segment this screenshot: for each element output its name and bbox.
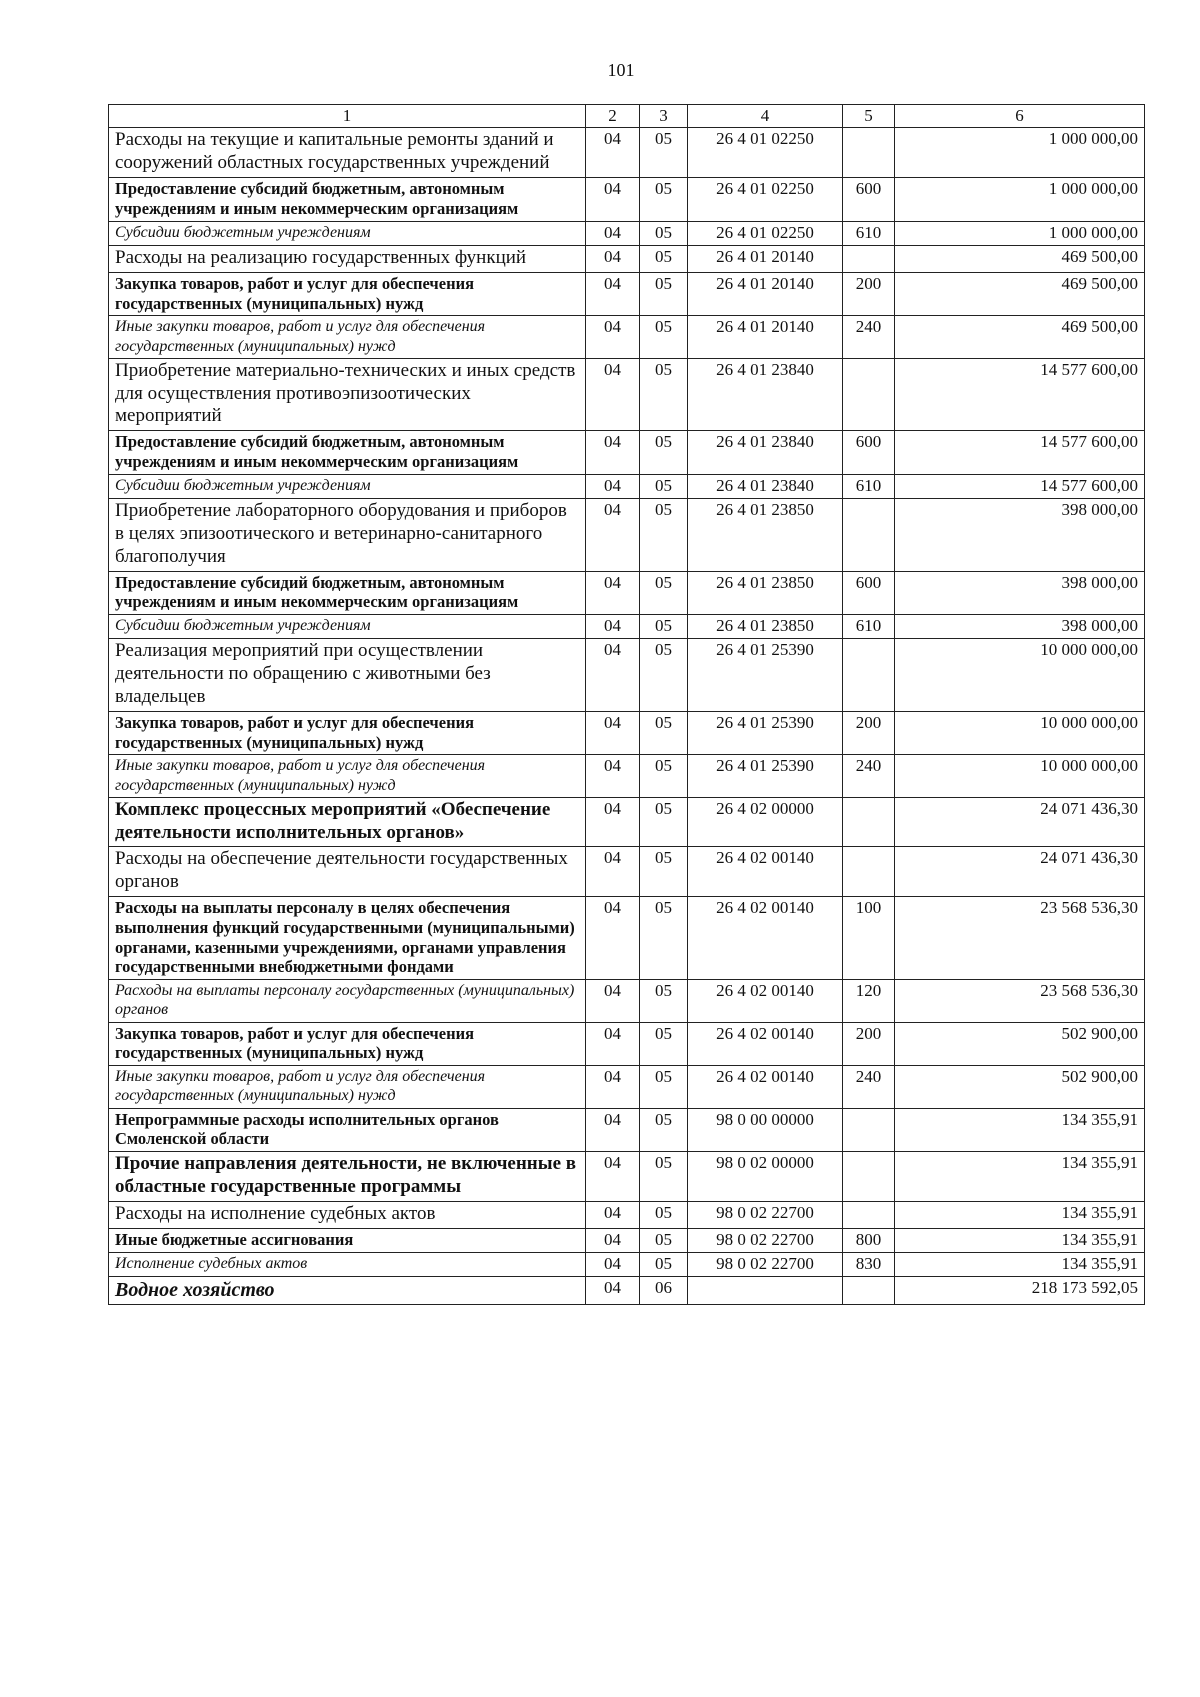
amount-cell: 469 500,00 — [895, 245, 1145, 272]
amount-cell: 134 355,91 — [895, 1152, 1145, 1202]
amount-cell: 218 173 592,05 — [895, 1277, 1145, 1305]
expense-type-cell: 800 — [843, 1228, 895, 1252]
table-row — [109, 797, 1145, 847]
section-code-cell: 04 — [586, 1252, 640, 1276]
target-article-cell: 26 4 01 23850 — [688, 499, 843, 571]
expense-type-cell — [843, 1108, 895, 1152]
target-article-cell: 98 0 02 22700 — [688, 1228, 843, 1252]
section-code-cell: 04 — [586, 1108, 640, 1152]
row-name-cell: Приобретение материально-технических и иных средств для осуществления противоэпизоотических мероприятий — [109, 358, 586, 430]
amount-cell: 134 355,91 — [895, 1201, 1145, 1228]
table-row — [109, 1277, 1145, 1305]
expense-type-cell: 600 — [843, 177, 895, 221]
table-row — [109, 272, 1145, 316]
row-name-cell: Иные закупки товаров, работ и услуг для обеспечения государственных (муниципальных) нужд — [109, 1066, 586, 1108]
row-name-cell: Иные закупки товаров, работ и услуг для обеспечения государственных (муниципальных) нужд — [109, 755, 586, 797]
subsection-code-cell: 05 — [640, 639, 688, 711]
table-row — [109, 639, 1145, 711]
section-code-cell: 04 — [586, 797, 640, 847]
target-article-cell: 26 4 01 20140 — [688, 316, 843, 358]
table-row — [109, 980, 1145, 1022]
row-name-cell: Предоставление субсидий бюджетным, автономным учреждениям и иным некоммерческим организациям — [109, 571, 586, 615]
subsection-code-cell: 05 — [640, 755, 688, 797]
amount-cell: 23 568 536,30 — [895, 897, 1145, 980]
row-name-cell: Субсидии бюджетным учреждениям — [109, 474, 586, 498]
amount-cell: 134 355,91 — [895, 1228, 1145, 1252]
column-header: 2 — [586, 105, 640, 128]
subsection-code-cell: 05 — [640, 1066, 688, 1108]
amount-cell: 398 000,00 — [895, 499, 1145, 571]
target-article-cell: 26 4 01 20140 — [688, 272, 843, 316]
section-code-cell: 04 — [586, 177, 640, 221]
expense-type-cell — [843, 1152, 895, 1202]
row-name-cell: Исполнение судебных актов — [109, 1252, 586, 1276]
amount-cell: 398 000,00 — [895, 571, 1145, 615]
section-code-cell: 04 — [586, 128, 640, 178]
subsection-code-cell: 05 — [640, 221, 688, 245]
section-code-cell: 04 — [586, 1201, 640, 1228]
subsection-code-cell: 05 — [640, 316, 688, 358]
section-code-cell: 04 — [586, 272, 640, 316]
target-article-cell: 26 4 01 23840 — [688, 358, 843, 430]
table-row — [109, 128, 1145, 178]
subsection-code-cell: 05 — [640, 1152, 688, 1202]
section-code-cell: 04 — [586, 1022, 640, 1066]
amount-cell: 23 568 536,30 — [895, 980, 1145, 1022]
amount-cell: 10 000 000,00 — [895, 755, 1145, 797]
expense-type-cell: 610 — [843, 474, 895, 498]
amount-cell: 469 500,00 — [895, 272, 1145, 316]
target-article-cell — [688, 1277, 843, 1305]
target-article-cell: 26 4 02 00140 — [688, 980, 843, 1022]
subsection-code-cell: 06 — [640, 1277, 688, 1305]
row-name-cell: Закупка товаров, работ и услуг для обеспечения государственных (муниципальных) нужд — [109, 1022, 586, 1066]
section-code-cell: 04 — [586, 1277, 640, 1305]
table-row — [109, 1152, 1145, 1202]
table-row — [109, 1201, 1145, 1228]
section-code-cell: 04 — [586, 711, 640, 755]
amount-cell: 24 071 436,30 — [895, 847, 1145, 897]
target-article-cell: 26 4 01 02250 — [688, 128, 843, 178]
expense-type-cell: 200 — [843, 272, 895, 316]
expense-type-cell: 240 — [843, 316, 895, 358]
section-code-cell: 04 — [586, 431, 640, 475]
table-row — [109, 358, 1145, 430]
row-name-cell: Расходы на текущие и капитальные ремонты зданий и сооружений областных государственных учреждений — [109, 128, 586, 178]
page-number: 101 — [607, 60, 635, 80]
row-name-cell: Расходы на выплаты персоналу в целях обеспечения выполнения функций государственными (муниципальными) органами, казенными учреждениями, органами управления государственными внебюджетными фондами — [109, 897, 586, 980]
target-article-cell: 26 4 02 00000 — [688, 797, 843, 847]
target-article-cell: 26 4 01 25390 — [688, 639, 843, 711]
table-body — [109, 128, 1145, 1305]
expense-type-cell — [843, 797, 895, 847]
table-row — [109, 316, 1145, 358]
target-article-cell: 26 4 01 23840 — [688, 474, 843, 498]
target-article-cell: 26 4 01 02250 — [688, 177, 843, 221]
section-code-cell: 04 — [586, 755, 640, 797]
subsection-code-cell: 05 — [640, 177, 688, 221]
subsection-code-cell: 05 — [640, 358, 688, 430]
subsection-code-cell: 05 — [640, 1201, 688, 1228]
expense-type-cell: 240 — [843, 1066, 895, 1108]
table-row — [109, 847, 1145, 897]
row-name-cell: Прочие направления деятельности, не включенные в областные государственные программы — [109, 1152, 586, 1202]
subsection-code-cell: 05 — [640, 474, 688, 498]
table-row — [109, 1228, 1145, 1252]
table-row — [109, 1022, 1145, 1066]
row-name-cell: Приобретение лабораторного оборудования и приборов в целях эпизоотического и ветеринарно-санитарного благополучия — [109, 499, 586, 571]
row-name-cell: Расходы на исполнение судебных актов — [109, 1201, 586, 1228]
column-header: 3 — [640, 105, 688, 128]
table-row — [109, 1252, 1145, 1276]
target-article-cell: 26 4 02 00140 — [688, 897, 843, 980]
subsection-code-cell: 05 — [640, 571, 688, 615]
subsection-code-cell: 05 — [640, 272, 688, 316]
row-name-cell: Иные бюджетные ассигнования — [109, 1228, 586, 1252]
amount-cell: 1 000 000,00 — [895, 128, 1145, 178]
expense-type-cell — [843, 639, 895, 711]
amount-cell: 24 071 436,30 — [895, 797, 1145, 847]
amount-cell: 10 000 000,00 — [895, 639, 1145, 711]
column-header: 6 — [895, 105, 1145, 128]
section-code-cell: 04 — [586, 499, 640, 571]
target-article-cell: 26 4 01 23840 — [688, 431, 843, 475]
section-code-cell: 04 — [586, 639, 640, 711]
target-article-cell: 98 0 00 00000 — [688, 1108, 843, 1152]
amount-cell: 10 000 000,00 — [895, 711, 1145, 755]
section-code-cell: 04 — [586, 316, 640, 358]
expense-type-cell — [843, 128, 895, 178]
table-row — [109, 1108, 1145, 1152]
table-row — [109, 1066, 1145, 1108]
expense-type-cell — [843, 1201, 895, 1228]
section-code-cell: 04 — [586, 221, 640, 245]
table-row — [109, 897, 1145, 980]
column-header: 1 — [109, 105, 586, 128]
expense-type-cell: 600 — [843, 571, 895, 615]
target-article-cell: 98 0 02 22700 — [688, 1252, 843, 1276]
table-row — [109, 221, 1145, 245]
subsection-code-cell: 05 — [640, 615, 688, 639]
budget-table — [108, 104, 1145, 1305]
table-row — [109, 431, 1145, 475]
table-row — [109, 177, 1145, 221]
subsection-code-cell: 05 — [640, 980, 688, 1022]
subsection-code-cell: 05 — [640, 797, 688, 847]
subsection-code-cell: 05 — [640, 128, 688, 178]
table-row — [109, 711, 1145, 755]
amount-cell: 502 900,00 — [895, 1066, 1145, 1108]
target-article-cell: 26 4 01 02250 — [688, 221, 843, 245]
expense-type-cell — [843, 358, 895, 430]
amount-cell: 469 500,00 — [895, 316, 1145, 358]
row-name-cell: Водное хозяйство — [109, 1277, 586, 1305]
expense-type-cell: 610 — [843, 221, 895, 245]
subsection-code-cell: 05 — [640, 1252, 688, 1276]
subsection-code-cell: 05 — [640, 897, 688, 980]
subsection-code-cell: 05 — [640, 1022, 688, 1066]
target-article-cell: 98 0 02 00000 — [688, 1152, 843, 1202]
section-code-cell: 04 — [586, 571, 640, 615]
subsection-code-cell: 05 — [640, 245, 688, 272]
section-code-cell: 04 — [586, 615, 640, 639]
table-row — [109, 615, 1145, 639]
amount-cell: 14 577 600,00 — [895, 474, 1145, 498]
expense-type-cell: 610 — [843, 615, 895, 639]
row-name-cell: Расходы на реализацию государственных функций — [109, 245, 586, 272]
amount-cell: 1 000 000,00 — [895, 221, 1145, 245]
target-article-cell: 26 4 01 25390 — [688, 711, 843, 755]
subsection-code-cell: 05 — [640, 847, 688, 897]
target-article-cell: 26 4 02 00140 — [688, 1066, 843, 1108]
amount-cell: 1 000 000,00 — [895, 177, 1145, 221]
expense-type-cell: 100 — [843, 897, 895, 980]
amount-cell: 14 577 600,00 — [895, 358, 1145, 430]
section-code-cell: 04 — [586, 1228, 640, 1252]
expense-type-cell — [843, 245, 895, 272]
target-article-cell: 26 4 02 00140 — [688, 1022, 843, 1066]
row-name-cell: Непрограммные расходы исполнительных органов Смоленской области — [109, 1108, 586, 1152]
target-article-cell: 26 4 02 00140 — [688, 847, 843, 897]
row-name-cell: Иные закупки товаров, работ и услуг для обеспечения государственных (муниципальных) нужд — [109, 316, 586, 358]
section-code-cell: 04 — [586, 245, 640, 272]
target-article-cell: 98 0 02 22700 — [688, 1201, 843, 1228]
expense-type-cell — [843, 499, 895, 571]
row-name-cell: Закупка товаров, работ и услуг для обеспечения государственных (муниципальных) нужд — [109, 711, 586, 755]
section-code-cell: 04 — [586, 897, 640, 980]
row-name-cell: Предоставление субсидий бюджетным, автономным учреждениям и иным некоммерческим организациям — [109, 431, 586, 475]
section-code-cell: 04 — [586, 474, 640, 498]
section-code-cell: 04 — [586, 1066, 640, 1108]
header-row — [109, 105, 1145, 128]
row-name-cell: Расходы на выплаты персоналу государственных (муниципальных) органов — [109, 980, 586, 1022]
table-row — [109, 245, 1145, 272]
table-row — [109, 499, 1145, 571]
expense-type-cell: 830 — [843, 1252, 895, 1276]
amount-cell: 134 355,91 — [895, 1252, 1145, 1276]
amount-cell: 14 577 600,00 — [895, 431, 1145, 475]
subsection-code-cell: 05 — [640, 711, 688, 755]
row-name-cell: Расходы на обеспечение деятельности государственных органов — [109, 847, 586, 897]
section-code-cell: 04 — [586, 847, 640, 897]
expense-type-cell: 200 — [843, 711, 895, 755]
expense-type-cell: 120 — [843, 980, 895, 1022]
expense-type-cell — [843, 847, 895, 897]
expense-type-cell: 240 — [843, 755, 895, 797]
expense-type-cell: 600 — [843, 431, 895, 475]
subsection-code-cell: 05 — [640, 431, 688, 475]
row-name-cell: Предоставление субсидий бюджетным, автономным учреждениям и иным некоммерческим организациям — [109, 177, 586, 221]
row-name-cell: Реализация мероприятий при осуществлении деятельности по обращению с животными без владельцев — [109, 639, 586, 711]
subsection-code-cell: 05 — [640, 499, 688, 571]
target-article-cell: 26 4 01 25390 — [688, 755, 843, 797]
expense-type-cell: 200 — [843, 1022, 895, 1066]
expense-type-cell — [843, 1277, 895, 1305]
row-name-cell: Комплекс процессных мероприятий «Обеспечение деятельности исполнительных органов» — [109, 797, 586, 847]
column-header: 5 — [843, 105, 895, 128]
target-article-cell: 26 4 01 23850 — [688, 615, 843, 639]
amount-cell: 502 900,00 — [895, 1022, 1145, 1066]
target-article-cell: 26 4 01 23850 — [688, 571, 843, 615]
amount-cell: 134 355,91 — [895, 1108, 1145, 1152]
subsection-code-cell: 05 — [640, 1228, 688, 1252]
table-row — [109, 755, 1145, 797]
row-name-cell: Субсидии бюджетным учреждениям — [109, 221, 586, 245]
table-row — [109, 474, 1145, 498]
subsection-code-cell: 05 — [640, 1108, 688, 1152]
section-code-cell: 04 — [586, 358, 640, 430]
section-code-cell: 04 — [586, 1152, 640, 1202]
table-row — [109, 571, 1145, 615]
section-code-cell: 04 — [586, 980, 640, 1022]
row-name-cell: Субсидии бюджетным учреждениям — [109, 615, 586, 639]
column-header: 4 — [688, 105, 843, 128]
target-article-cell: 26 4 01 20140 — [688, 245, 843, 272]
amount-cell: 398 000,00 — [895, 615, 1145, 639]
row-name-cell: Закупка товаров, работ и услуг для обеспечения государственных (муниципальных) нужд — [109, 272, 586, 316]
